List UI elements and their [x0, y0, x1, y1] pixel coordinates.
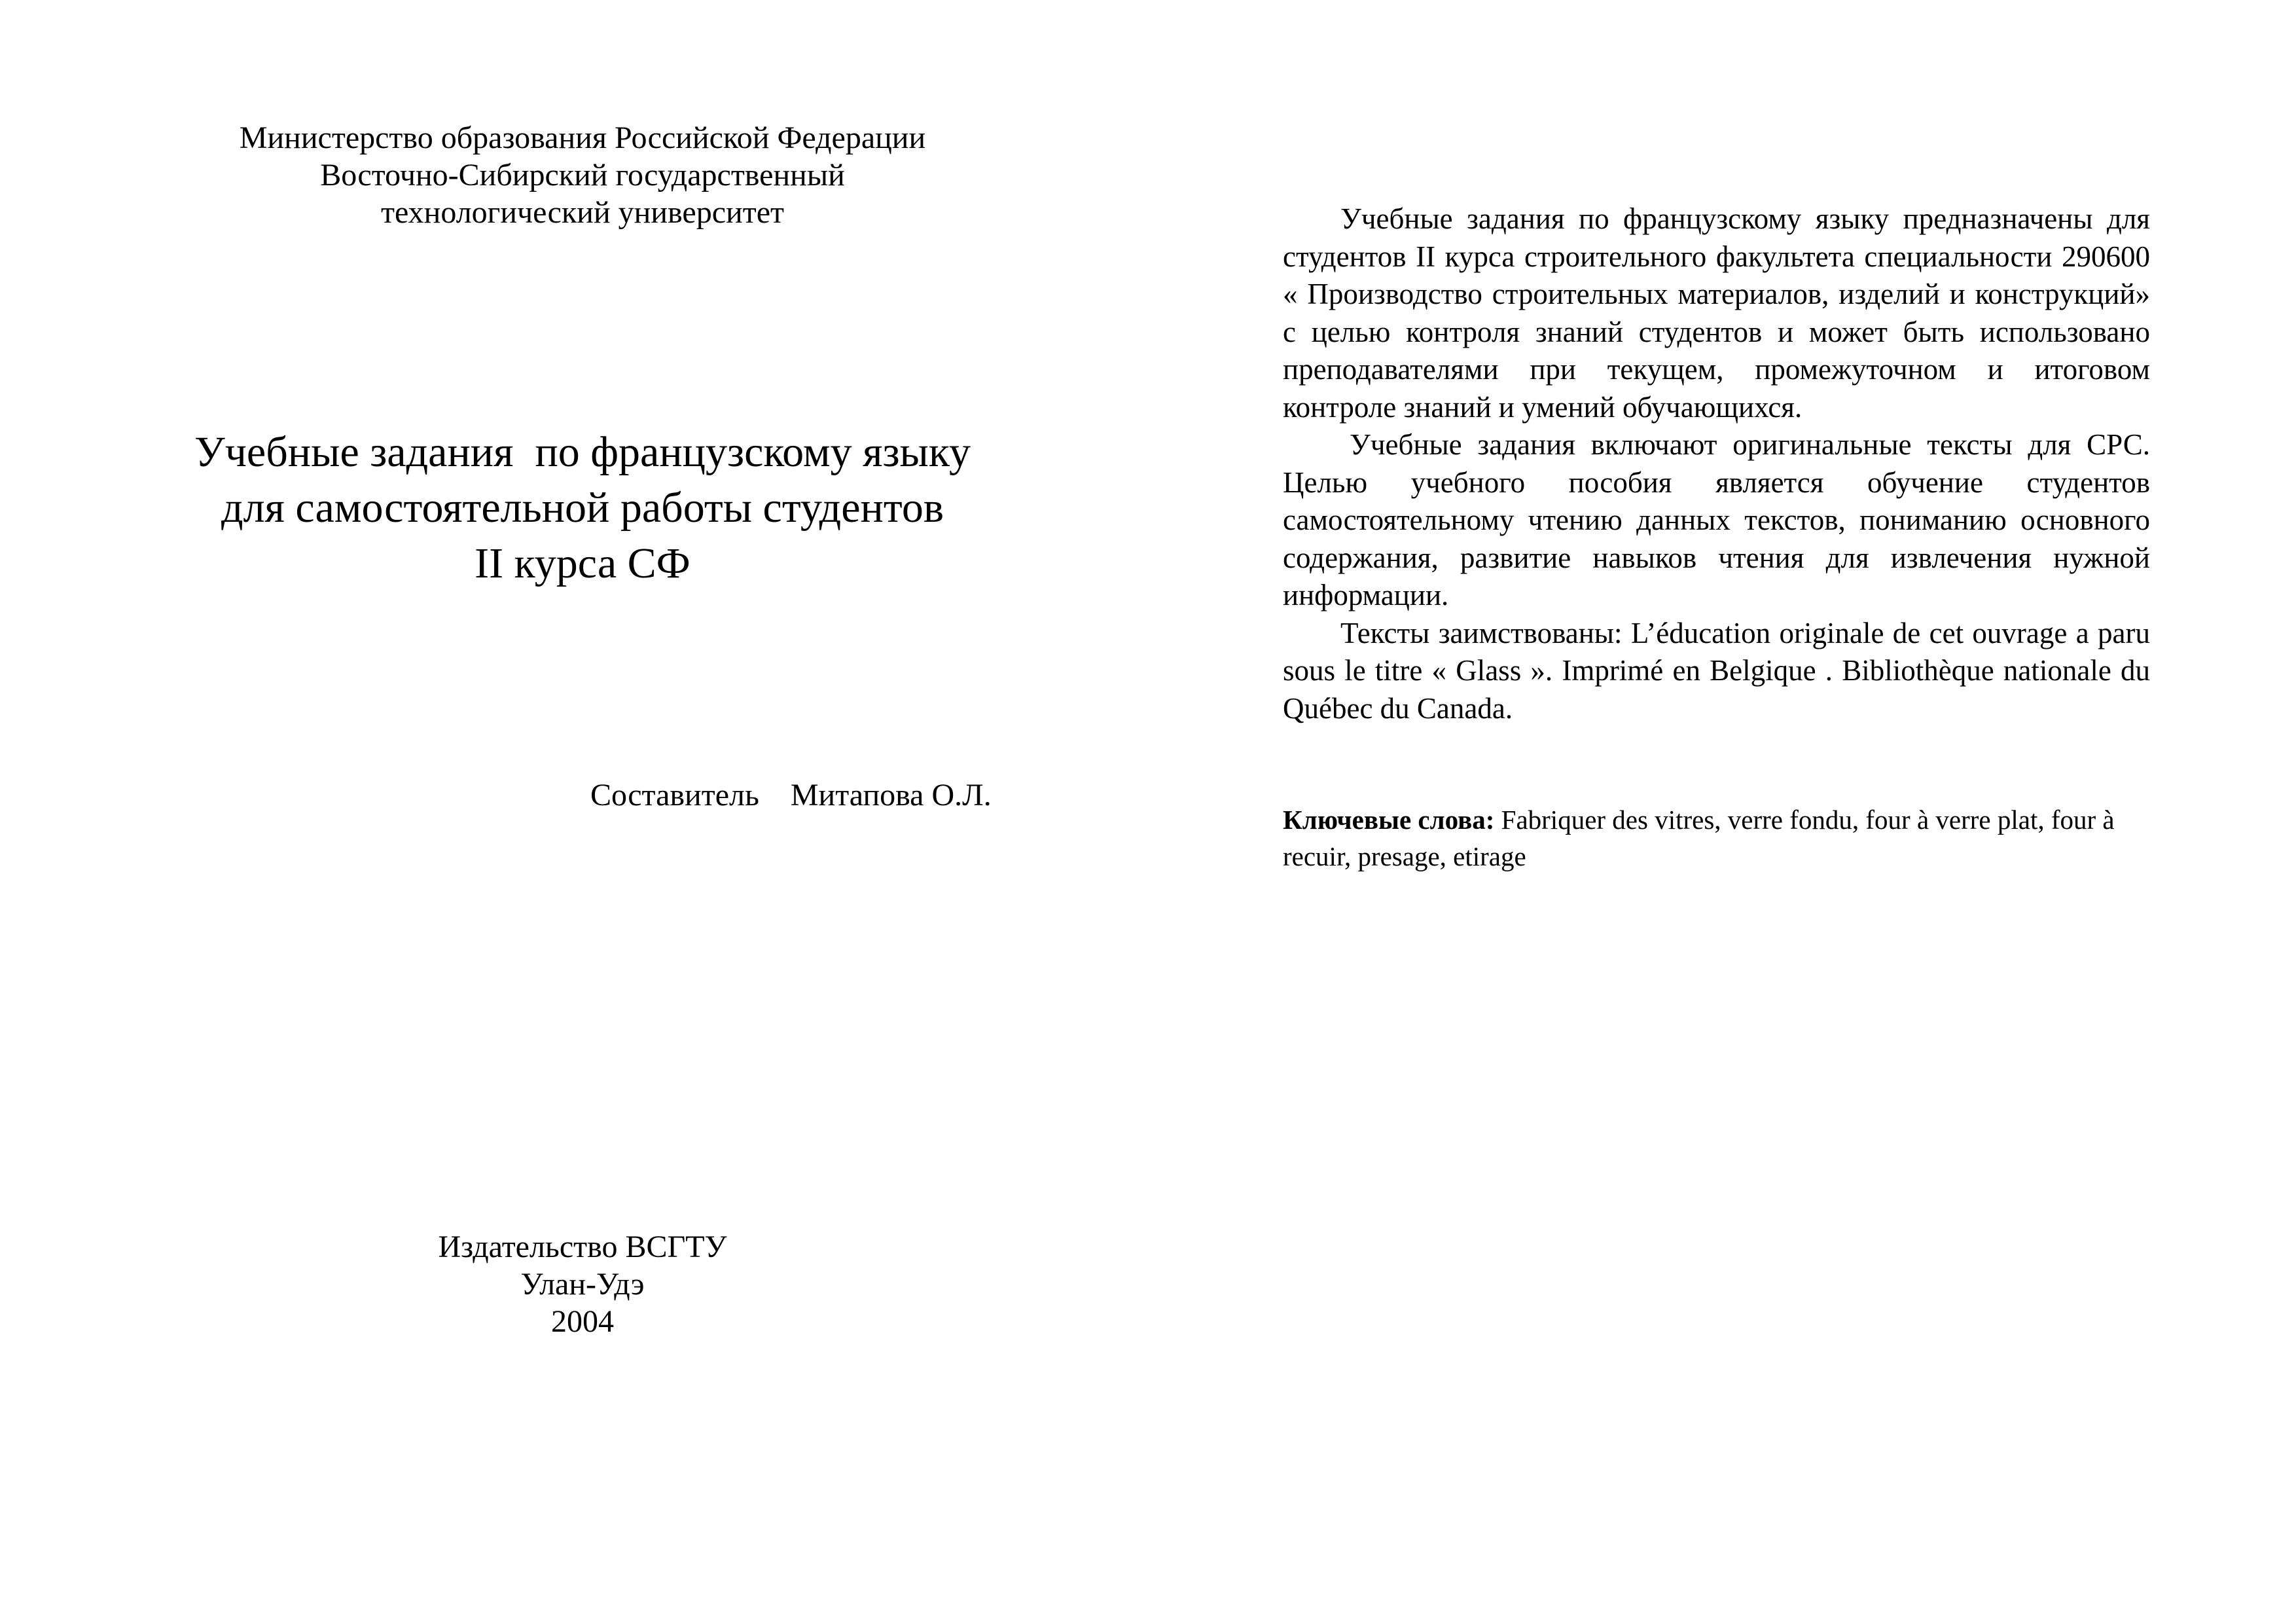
annotation-paragraph: Учебные задания включают оригинальные тексты для СРС. Целью учебного пособия является обучение студентов самостоятельному чтению данных текстов, пониманию основного содержания, развитие навыков чтения для извлечения нужной информации. [1283, 428, 2150, 611]
publisher-imprint [327, 1228, 838, 1340]
publisher-city: Улан-Удэ [520, 1267, 645, 1302]
compiler-credit [590, 776, 992, 814]
university-line-2: технологический университет [381, 195, 784, 230]
university-line-1: Восточно-Сибирский государственный [320, 158, 845, 192]
keywords-block [1283, 801, 2150, 875]
title-line-2: для самостоятельной работы студентов [221, 484, 944, 532]
annotation-text [1283, 200, 2150, 727]
compiler-label: Составитель [590, 778, 759, 812]
annotation-paragraph: Тексты заимствованы: L’éducation originale de cet ouvrage a paru sous le titre « Glass ». Imprimé en Belgique . Bibliothèque nationale du Québec du Canada. [1283, 616, 2150, 725]
ministry-line: Министерство образования Российской Федерации [239, 120, 926, 155]
annotation-paragraph: Учебные задания по французскому языку предназначены для студентов II курса строительного факультета специальности 290600 « Производство строительных материалов, изделий и конструкций» с целью контроля знаний студентов и может быть использовано преподавателями при текущем, промежуточном и итоговом контроле знаний и умений обучающихся. [1283, 202, 2150, 424]
keywords-label: Ключевые слова: [1283, 805, 1495, 835]
title-line-3: II курса СФ [475, 539, 691, 587]
publisher-name: Издательство ВСГТУ [438, 1230, 727, 1264]
document-title [118, 424, 1047, 591]
organization-header [118, 119, 1047, 231]
compiler-name: Митапова О.Л. [790, 778, 992, 812]
right-page [1148, 0, 2296, 1623]
keywords-list: Fabriquer des vitres, verre fondu, four à verre plat, four à recuir, presage, etirage [1283, 805, 2115, 871]
publication-year: 2004 [551, 1304, 614, 1339]
title-line-1: Учебные задания по французскому языку [194, 428, 971, 476]
